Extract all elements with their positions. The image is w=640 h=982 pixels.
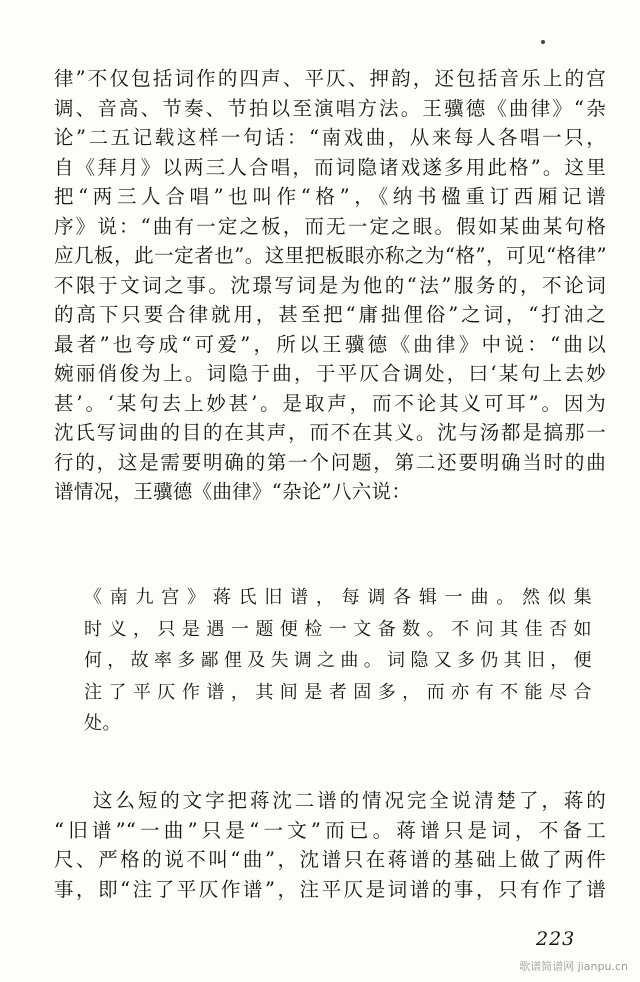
text-line: 的高下只要合律就用，甚至把“庸拙俚俗”之词，“打油之 <box>54 303 606 326</box>
text-line: 把“两三人合唱”也叫作“格”，《纳书楹重订西厢记谱 <box>54 185 606 208</box>
text-line: 沈氏写词曲的目的在其声，而不在其义。沈与汤都是搞那一 <box>54 421 606 444</box>
text-line: 尺、严格的说不叫“曲”，沈谱只在蒋谱的基础上做了两件 <box>54 848 606 871</box>
block-quote <box>84 582 592 740</box>
body-paragraph-2 <box>54 786 606 904</box>
text-line: 这么短的文字把蒋沈二谱的情况完全说清楚了，蒋的 <box>93 789 606 812</box>
watermark: 歌谱简谱网 jianpu.cn <box>519 960 628 973</box>
quote-line: 《南九宫》蒋氏旧谱，每调各辑一曲。然似集 <box>84 587 592 608</box>
text-line: 调、音高、节奏、节拍以至演唱方法。王骥德《曲律》“杂 <box>54 96 606 120</box>
quote-line: 何，故率多鄙俚及失调之曲。词隐又多仍其旧，便 <box>84 650 592 671</box>
text-line: 最者”也夸成“可爱”，所以王骥德《曲律》中说：“曲以 <box>54 332 606 356</box>
quote-line: 时义，只是遇一题便检一文备数。不问其佳否如 <box>84 618 592 640</box>
text-line: 婉丽俏俊为上。词隐于曲，于平仄合调处，曰‘某句上去妙 <box>54 362 606 385</box>
page-number: 223 <box>536 928 576 950</box>
text-line: 甚’。‘某句去上妙甚’。是取声，而不论其义可耳”。因为 <box>54 391 606 415</box>
text-line: 不限于文词之事。沈璟写词是为他的“法”服务的，不论词 <box>54 273 606 297</box>
quote-line: 注了平仄作谱，其间是者固多，而亦有不能尽合 <box>84 681 592 703</box>
text-line: 事，即“注了平仄作谱”，注平仄是词谱的事，只有作了谱 <box>54 877 606 901</box>
scan-speck <box>541 40 545 44</box>
text-line: 论”二五记载这样一句话：“南戏曲，从来每人各唱一只， <box>54 126 606 149</box>
quote-line: 处。 <box>84 713 121 734</box>
text-line: “旧谱”“一曲”只是“一文”而已。蒋谱只是词，不备工 <box>54 818 606 842</box>
text-line: 律”不仅包括词作的四声、平仄、押韵，还包括音乐上的宫 <box>54 67 606 90</box>
text-line: 谱情况，王骥德《曲律》“杂论”八六说： <box>54 480 412 503</box>
body-paragraph <box>54 64 606 507</box>
text-line: 应几板，此一定者也”。这里把板眼亦称之为“格”，可见“格律” <box>54 244 606 267</box>
text-line: 自《拜月》以两三人合唱，而词隐诸戏遂多用此格”。这里 <box>54 155 606 179</box>
text-line: 序》说：“曲有一定之板，而无一定之眼。假如某曲某句格 <box>54 214 606 238</box>
text-line: 行的，这是需要明确的第一个问题，第二还要明确当时的曲 <box>54 450 606 474</box>
